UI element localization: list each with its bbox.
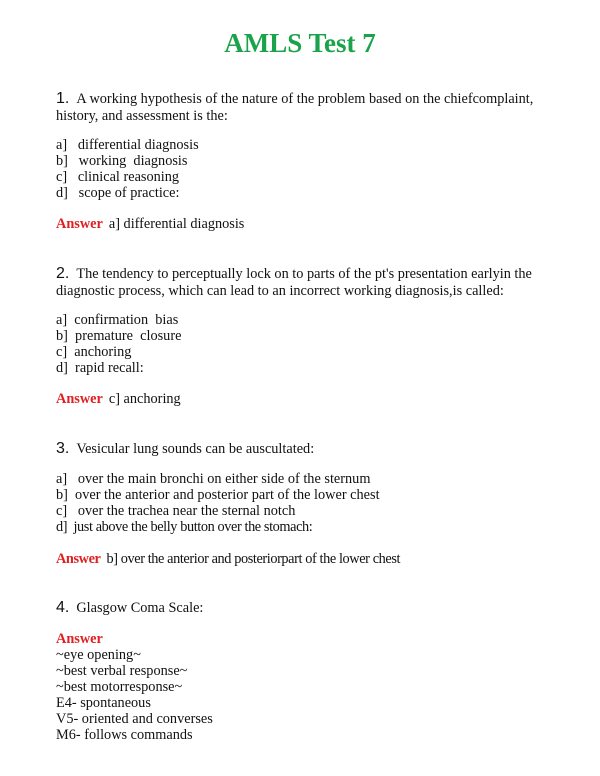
question-3-option-a: a] over the main bronchi on either side of the sternum xyxy=(56,471,371,487)
question-4-answer-line: ~best motorresponse~ xyxy=(56,679,183,695)
question-4-stem xyxy=(56,599,556,617)
question-1-option-c: c] clinical reasoning xyxy=(56,169,180,185)
question-3-stem xyxy=(56,440,556,458)
question-4-answer-line: V5- oriented and converses xyxy=(56,711,213,727)
question-2-number: 2. xyxy=(56,265,70,282)
question-4-answer-line: ~eye opening~ xyxy=(56,647,141,663)
document-title: AMLS Test 7 xyxy=(224,28,376,58)
question-2-answer xyxy=(56,391,576,408)
question-3-number: 3. xyxy=(56,440,70,457)
question-3-option-c: c] over the trachea near the sternal notch xyxy=(56,503,296,519)
answer-label: Answer xyxy=(56,551,101,567)
question-3-text: Vesicular lung sounds can be auscultated: xyxy=(76,441,315,457)
question-2-option-a: a] confirmation bias xyxy=(56,312,179,328)
question-1-answer xyxy=(56,216,576,233)
question-1-answer-text: a] differential diagnosis xyxy=(108,216,245,232)
question-4-answer-line: E4- spontaneous xyxy=(56,695,151,711)
question-1-options xyxy=(56,137,556,201)
question-1-option-a: a] differential diagnosis xyxy=(56,137,199,153)
question-2-text: The tendency to perceptually lock on to parts of the pt's presentation earlyin the diagnostic process, which can lead to an incorrect working diagnosis,is called: xyxy=(56,266,532,299)
question-2-option-b: b] premature closure xyxy=(56,328,182,344)
question-2-answer-text: c] anchoring xyxy=(108,391,181,407)
question-3-option-b: b] over the anterior and posterior part of the lower chest xyxy=(56,487,380,503)
question-4-text: Glasgow Coma Scale: xyxy=(76,600,204,616)
answer-label: Answer xyxy=(56,216,103,232)
question-2-options xyxy=(56,312,556,376)
question-1-option-d: d] scope of practice: xyxy=(56,185,180,201)
question-4-answer xyxy=(56,631,556,743)
question-4-number: 4. xyxy=(56,599,70,616)
question-1-option-b: b] working diagnosis xyxy=(56,153,188,169)
question-1-text: A working hypothesis of the nature of the problem based on the chiefcomplaint, history, and assessment is the: xyxy=(56,91,534,124)
question-1-number: 1. xyxy=(56,90,70,107)
question-1-stem xyxy=(56,90,556,125)
answer-label: Answer xyxy=(56,391,103,407)
question-4-answer-line: ~best verbal response~ xyxy=(56,663,188,679)
question-3-options xyxy=(56,471,556,535)
question-4-answer-line: M6- follows commands xyxy=(56,727,193,743)
question-3-option-d: d] just above the belly button over the stomach: xyxy=(56,519,313,535)
question-2-stem xyxy=(56,265,556,300)
question-3-answer xyxy=(56,551,576,568)
answer-label: Answer xyxy=(56,631,103,647)
question-3-answer-text: b] over the anterior and posteriorpart of the lower chest xyxy=(106,551,401,567)
question-2-option-c: c] anchoring xyxy=(56,344,132,360)
question-2-option-d: d] rapid recall: xyxy=(56,360,144,376)
